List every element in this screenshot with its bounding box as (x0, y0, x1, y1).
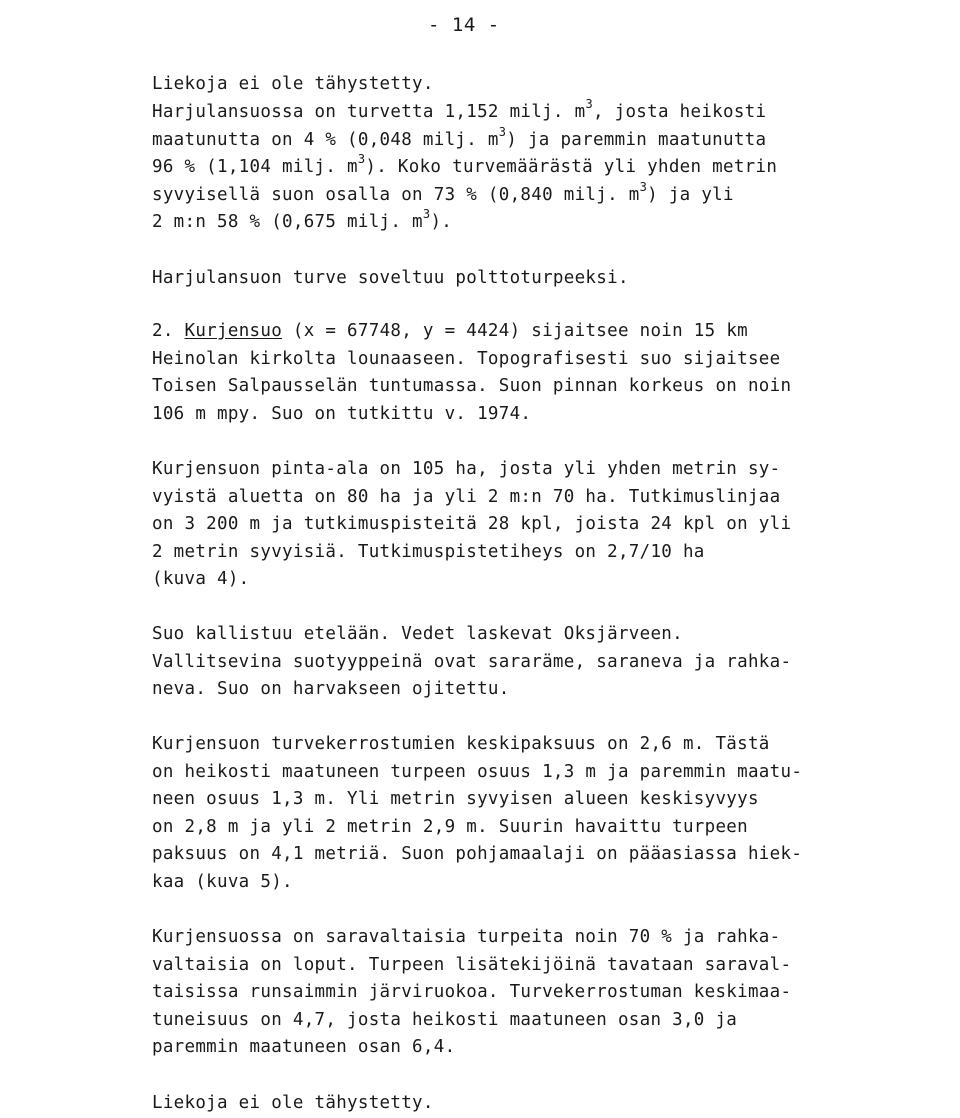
section-heading-rest: (x = 67748, y = 4424) sijaitsee noin 15 km (282, 321, 748, 341)
text-line: Liekoja ei ole tähystetty. (152, 1093, 434, 1113)
text-line: Liekoja ei ole tähystetty. (152, 74, 434, 94)
page-number: - 14 - (428, 14, 500, 36)
paragraph-kurjensuo-area (152, 456, 892, 594)
paragraph-no-sightings-2 (152, 1090, 892, 1118)
text-line: 2 metrin syvyisiä. Tutkimuspistetiheys on 2,7/10 ha (152, 541, 705, 562)
text-line: syvyisellä suon osalla on 73 % (0,840 milj. $m^3$) ja yli (152, 179, 734, 205)
paragraph-kurjensuo-slope (152, 621, 892, 704)
text-line: Suo kallistuu etelään. Vedet laskevat Oksjärveen. (152, 624, 683, 644)
paragraph-kurjensuo-peat-types (152, 924, 892, 1062)
text-line: Harjulansuon turve soveltuu polttoturpeeksi. (152, 268, 629, 288)
section-heading-line (152, 318, 892, 346)
text-line: 106 m mpy. Suo on tutkittu v. 1974. (152, 403, 532, 424)
text-line: taisissa runsaimmin järviruokoa. Turvekerrostuman keskimaa- (152, 982, 792, 1003)
text-line: paksuus on 4,1 metriä. Suon pohjamaalaji on pääasiassa hiek- (152, 844, 803, 865)
paragraph-kurjensuo-location (152, 318, 892, 428)
paragraph-harjulansuo-volume (152, 99, 892, 237)
text-line: Kurjensuon pinta-ala on 105 ha, josta yli yhden metrin sy- (152, 459, 781, 479)
text-line: Vallitsevina suotyyppeinä ovat sararäme, saraneva ja rahka- (152, 651, 792, 672)
text-line: Kurjensuon turvekerrostumien keskipaksuus on 2,6 m. Tästä (152, 734, 770, 754)
text-line: 96 % (1,104 milj. $m^3$). Koko turvemäärästä yli yhden metrin (152, 152, 778, 178)
text-line: neva. Suo on harvakseen ojitettu. (152, 679, 510, 700)
text-line: valtaisia on loput. Turpeen lisätekijöinä tavataan saraval- (152, 954, 792, 975)
section-title: Kurjensuo (184, 321, 283, 341)
text-line: neen osuus 1,3 m. Yli metrin syvyisen alueen keskisyvyys (152, 789, 759, 810)
text-line: Heinolan kirkolta lounaaseen. Topografisesti suo sijaitsee (152, 348, 781, 369)
text-line: Toisen Salpausselän tuntumassa. Suon pinnan korkeus on noin (152, 376, 792, 397)
paragraph-no-sightings-1 (152, 71, 892, 99)
text-line: 2 m:n 58 % (0,675 milj. $m^3$). (152, 207, 453, 233)
paragraph-harjulansuo-suitability (152, 265, 892, 293)
text-line: on 3 200 m ja tutkimuspisteitä 28 kpl, joista 24 kpl on yli (152, 514, 792, 535)
text-line: maatunutta on 4 % (0,048 milj. $m^3$) ja paremmin maatunutta (152, 124, 767, 150)
text-line: vyistä aluetta on 80 ha ja yli 2 m:n 70 ha. Tutkimuslinjaa (152, 486, 781, 507)
text-line: on 2,8 m ja yli 2 metrin 2,9 m. Suurin havaittu turpeen (152, 816, 748, 837)
text-line: Harjulansuossa on turvetta 1,152 milj. $m^3$, josta heikosti (152, 97, 767, 122)
text-line: paremmin maatuneen osan 6,4. (152, 1037, 456, 1058)
paragraph-kurjensuo-thickness (152, 731, 892, 897)
text-line: tuneisuus on 4,7, josta heikosti maatuneen osan 3,0 ja (152, 1009, 738, 1030)
text-line: kaa (kuva 5). (152, 871, 293, 892)
text-line: Kurjensuossa on saravaltaisia turpeita noin 70 % ja rahka- (152, 927, 781, 947)
text-line: (kuva 4). (152, 569, 250, 590)
section-number: 2. (152, 321, 185, 341)
text-line: on heikosti maatuneen turpeen osuus 1,3 m ja paremmin maatu- (152, 761, 803, 782)
